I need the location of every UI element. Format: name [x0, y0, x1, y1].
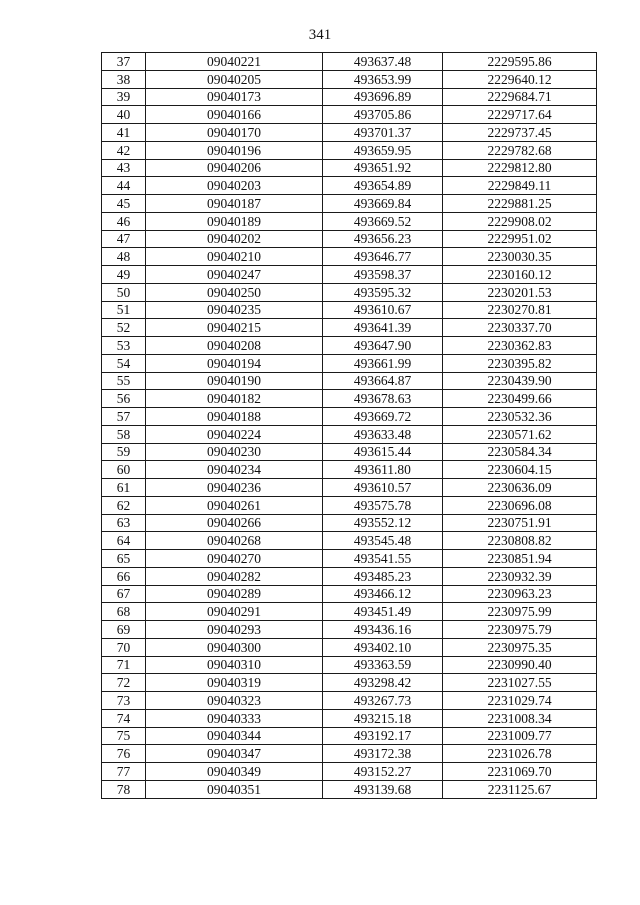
point-id-cell: 09040205	[146, 70, 323, 88]
table-row	[102, 159, 597, 177]
table-row	[102, 195, 597, 213]
row-number-cell: 40	[102, 106, 146, 124]
table-row	[102, 390, 597, 408]
row-number-cell: 66	[102, 567, 146, 585]
point-id-cell: 09040224	[146, 425, 323, 443]
x-coordinate-cell: 493610.57	[323, 479, 443, 497]
x-coordinate-cell: 493466.12	[323, 585, 443, 603]
table-row	[102, 585, 597, 603]
x-coordinate-cell: 493656.23	[323, 230, 443, 248]
table-row	[102, 230, 597, 248]
row-number-cell: 61	[102, 479, 146, 497]
y-coordinate-cell: 2230808.82	[443, 532, 597, 550]
y-coordinate-cell: 2230584.34	[443, 443, 597, 461]
y-coordinate-cell: 2229881.25	[443, 195, 597, 213]
point-id-cell: 09040194	[146, 354, 323, 372]
table-row	[102, 212, 597, 230]
y-coordinate-cell: 2229717.64	[443, 106, 597, 124]
table-row	[102, 567, 597, 585]
y-coordinate-cell: 2231027.55	[443, 674, 597, 692]
table-row	[102, 372, 597, 390]
point-id-cell: 09040190	[146, 372, 323, 390]
y-coordinate-cell: 2229812.80	[443, 159, 597, 177]
x-coordinate-cell: 493664.87	[323, 372, 443, 390]
x-coordinate-cell: 493545.48	[323, 532, 443, 550]
row-number-cell: 70	[102, 638, 146, 656]
row-number-cell: 45	[102, 195, 146, 213]
y-coordinate-cell: 2229737.45	[443, 124, 597, 142]
point-id-cell: 09040221	[146, 53, 323, 71]
table-row	[102, 674, 597, 692]
y-coordinate-cell: 2229782.68	[443, 141, 597, 159]
point-id-cell: 09040282	[146, 567, 323, 585]
table-row	[102, 337, 597, 355]
table-row	[102, 408, 597, 426]
point-id-cell: 09040310	[146, 656, 323, 674]
x-coordinate-cell: 493651.92	[323, 159, 443, 177]
y-coordinate-cell: 2230751.91	[443, 514, 597, 532]
y-coordinate-cell: 2230201.53	[443, 283, 597, 301]
row-number-cell: 55	[102, 372, 146, 390]
y-coordinate-cell: 2230604.15	[443, 461, 597, 479]
y-coordinate-cell: 2231009.77	[443, 727, 597, 745]
x-coordinate-cell: 493595.32	[323, 283, 443, 301]
point-id-cell: 09040235	[146, 301, 323, 319]
x-coordinate-cell: 493611.80	[323, 461, 443, 479]
row-number-cell: 46	[102, 212, 146, 230]
row-number-cell: 52	[102, 319, 146, 337]
table-row	[102, 319, 597, 337]
point-id-cell: 09040247	[146, 266, 323, 284]
point-id-cell: 09040323	[146, 692, 323, 710]
row-number-cell: 62	[102, 496, 146, 514]
x-coordinate-cell: 493436.16	[323, 621, 443, 639]
table-row	[102, 461, 597, 479]
x-coordinate-cell: 493615.44	[323, 443, 443, 461]
x-coordinate-cell: 493637.48	[323, 53, 443, 71]
row-number-cell: 63	[102, 514, 146, 532]
x-coordinate-cell: 493705.86	[323, 106, 443, 124]
y-coordinate-cell: 2229640.12	[443, 70, 597, 88]
y-coordinate-cell: 2231026.78	[443, 745, 597, 763]
x-coordinate-cell: 493451.49	[323, 603, 443, 621]
row-number-cell: 44	[102, 177, 146, 195]
point-id-cell: 09040261	[146, 496, 323, 514]
point-id-cell: 09040189	[146, 212, 323, 230]
row-number-cell: 51	[102, 301, 146, 319]
y-coordinate-cell: 2230160.12	[443, 266, 597, 284]
y-coordinate-cell: 2230975.35	[443, 638, 597, 656]
y-coordinate-cell: 2229908.02	[443, 212, 597, 230]
table-row	[102, 354, 597, 372]
y-coordinate-cell: 2229951.02	[443, 230, 597, 248]
x-coordinate-cell: 493152.27	[323, 763, 443, 781]
x-coordinate-cell: 493653.99	[323, 70, 443, 88]
table-row	[102, 266, 597, 284]
x-coordinate-cell: 493654.89	[323, 177, 443, 195]
point-id-cell: 09040300	[146, 638, 323, 656]
row-number-cell: 37	[102, 53, 146, 71]
row-number-cell: 68	[102, 603, 146, 621]
table-row	[102, 425, 597, 443]
table-row	[102, 301, 597, 319]
table-row	[102, 692, 597, 710]
y-coordinate-cell: 2230499.66	[443, 390, 597, 408]
y-coordinate-cell: 2229849.11	[443, 177, 597, 195]
point-id-cell: 09040206	[146, 159, 323, 177]
point-id-cell: 09040349	[146, 763, 323, 781]
table-row	[102, 124, 597, 142]
y-coordinate-cell: 2230439.90	[443, 372, 597, 390]
row-number-cell: 71	[102, 656, 146, 674]
x-coordinate-cell: 493641.39	[323, 319, 443, 337]
row-number-cell: 54	[102, 354, 146, 372]
table-row	[102, 283, 597, 301]
table-row	[102, 709, 597, 727]
row-number-cell: 65	[102, 550, 146, 568]
point-id-cell: 09040234	[146, 461, 323, 479]
point-id-cell: 09040333	[146, 709, 323, 727]
row-number-cell: 47	[102, 230, 146, 248]
point-id-cell: 09040347	[146, 745, 323, 763]
point-id-cell: 09040270	[146, 550, 323, 568]
point-id-cell: 09040210	[146, 248, 323, 266]
x-coordinate-cell: 493575.78	[323, 496, 443, 514]
row-number-cell: 49	[102, 266, 146, 284]
point-id-cell: 09040351	[146, 780, 323, 798]
table-row	[102, 106, 597, 124]
table-row	[102, 248, 597, 266]
row-number-cell: 41	[102, 124, 146, 142]
x-coordinate-cell: 493659.95	[323, 141, 443, 159]
x-coordinate-cell: 493633.48	[323, 425, 443, 443]
x-coordinate-cell: 493669.72	[323, 408, 443, 426]
row-number-cell: 43	[102, 159, 146, 177]
x-coordinate-cell: 493485.23	[323, 567, 443, 585]
point-id-cell: 09040268	[146, 532, 323, 550]
point-id-cell: 09040203	[146, 177, 323, 195]
x-coordinate-cell: 493363.59	[323, 656, 443, 674]
y-coordinate-cell: 2230030.35	[443, 248, 597, 266]
y-coordinate-cell: 2230975.79	[443, 621, 597, 639]
point-id-cell: 09040250	[146, 283, 323, 301]
row-number-cell: 75	[102, 727, 146, 745]
table-row	[102, 53, 597, 71]
row-number-cell: 72	[102, 674, 146, 692]
y-coordinate-cell: 2230532.36	[443, 408, 597, 426]
x-coordinate-cell: 493701.37	[323, 124, 443, 142]
y-coordinate-cell: 2230932.39	[443, 567, 597, 585]
table-row	[102, 496, 597, 514]
y-coordinate-cell: 2230990.40	[443, 656, 597, 674]
row-number-cell: 50	[102, 283, 146, 301]
x-coordinate-cell: 493172.38	[323, 745, 443, 763]
x-coordinate-cell: 493598.37	[323, 266, 443, 284]
row-number-cell: 69	[102, 621, 146, 639]
table-row	[102, 514, 597, 532]
row-number-cell: 42	[102, 141, 146, 159]
point-id-cell: 09040289	[146, 585, 323, 603]
x-coordinate-cell: 493541.55	[323, 550, 443, 568]
table-row	[102, 638, 597, 656]
table-row	[102, 443, 597, 461]
x-coordinate-cell: 493402.10	[323, 638, 443, 656]
x-coordinate-cell: 493552.12	[323, 514, 443, 532]
x-coordinate-cell: 493647.90	[323, 337, 443, 355]
point-id-cell: 09040230	[146, 443, 323, 461]
row-number-cell: 60	[102, 461, 146, 479]
row-number-cell: 77	[102, 763, 146, 781]
table-row	[102, 745, 597, 763]
page-number: 341	[308, 27, 332, 43]
row-number-cell: 78	[102, 780, 146, 798]
point-id-cell: 09040236	[146, 479, 323, 497]
point-id-cell: 09040188	[146, 408, 323, 426]
y-coordinate-cell: 2230851.94	[443, 550, 597, 568]
table-row	[102, 70, 597, 88]
point-id-cell: 09040187	[146, 195, 323, 213]
point-id-cell: 09040344	[146, 727, 323, 745]
row-number-cell: 64	[102, 532, 146, 550]
x-coordinate-cell: 493646.77	[323, 248, 443, 266]
row-number-cell: 59	[102, 443, 146, 461]
point-id-cell: 09040196	[146, 141, 323, 159]
y-coordinate-cell: 2229684.71	[443, 88, 597, 106]
row-number-cell: 48	[102, 248, 146, 266]
row-number-cell: 67	[102, 585, 146, 603]
point-id-cell: 09040202	[146, 230, 323, 248]
row-number-cell: 39	[102, 88, 146, 106]
table-row	[102, 656, 597, 674]
point-id-cell: 09040208	[146, 337, 323, 355]
point-id-cell: 09040166	[146, 106, 323, 124]
table-body	[102, 53, 597, 799]
table-row	[102, 727, 597, 745]
row-number-cell: 73	[102, 692, 146, 710]
y-coordinate-cell: 2230395.82	[443, 354, 597, 372]
row-number-cell: 74	[102, 709, 146, 727]
point-id-cell: 09040291	[146, 603, 323, 621]
table-row	[102, 621, 597, 639]
x-coordinate-cell: 493678.63	[323, 390, 443, 408]
x-coordinate-cell: 493215.18	[323, 709, 443, 727]
row-number-cell: 53	[102, 337, 146, 355]
y-coordinate-cell: 2230963.23	[443, 585, 597, 603]
x-coordinate-cell: 493696.89	[323, 88, 443, 106]
x-coordinate-cell: 493267.73	[323, 692, 443, 710]
x-coordinate-cell: 493669.52	[323, 212, 443, 230]
point-id-cell: 09040215	[146, 319, 323, 337]
x-coordinate-cell: 493298.42	[323, 674, 443, 692]
point-id-cell: 09040173	[146, 88, 323, 106]
x-coordinate-cell: 493139.68	[323, 780, 443, 798]
y-coordinate-cell: 2230270.81	[443, 301, 597, 319]
y-coordinate-cell: 2229595.86	[443, 53, 597, 71]
table-row	[102, 763, 597, 781]
table-row	[102, 177, 597, 195]
point-id-cell: 09040182	[146, 390, 323, 408]
y-coordinate-cell: 2230696.08	[443, 496, 597, 514]
point-id-cell: 09040170	[146, 124, 323, 142]
x-coordinate-cell: 493192.17	[323, 727, 443, 745]
table-row	[102, 88, 597, 106]
y-coordinate-cell: 2230636.09	[443, 479, 597, 497]
row-number-cell: 58	[102, 425, 146, 443]
y-coordinate-cell: 2231029.74	[443, 692, 597, 710]
x-coordinate-cell: 493610.67	[323, 301, 443, 319]
y-coordinate-cell: 2231069.70	[443, 763, 597, 781]
row-number-cell: 56	[102, 390, 146, 408]
y-coordinate-cell: 2230337.70	[443, 319, 597, 337]
point-id-cell: 09040266	[146, 514, 323, 532]
y-coordinate-cell: 2230362.83	[443, 337, 597, 355]
row-number-cell: 38	[102, 70, 146, 88]
table-row	[102, 141, 597, 159]
x-coordinate-cell: 493669.84	[323, 195, 443, 213]
point-id-cell: 09040293	[146, 621, 323, 639]
table-row	[102, 603, 597, 621]
table-row	[102, 550, 597, 568]
y-coordinate-cell: 2230975.99	[443, 603, 597, 621]
table-row	[102, 780, 597, 798]
y-coordinate-cell: 2230571.62	[443, 425, 597, 443]
row-number-cell: 76	[102, 745, 146, 763]
coordinates-table	[101, 52, 597, 799]
point-id-cell: 09040319	[146, 674, 323, 692]
table-row	[102, 532, 597, 550]
table-row	[102, 479, 597, 497]
x-coordinate-cell: 493661.99	[323, 354, 443, 372]
y-coordinate-cell: 2231125.67	[443, 780, 597, 798]
y-coordinate-cell: 2231008.34	[443, 709, 597, 727]
row-number-cell: 57	[102, 408, 146, 426]
